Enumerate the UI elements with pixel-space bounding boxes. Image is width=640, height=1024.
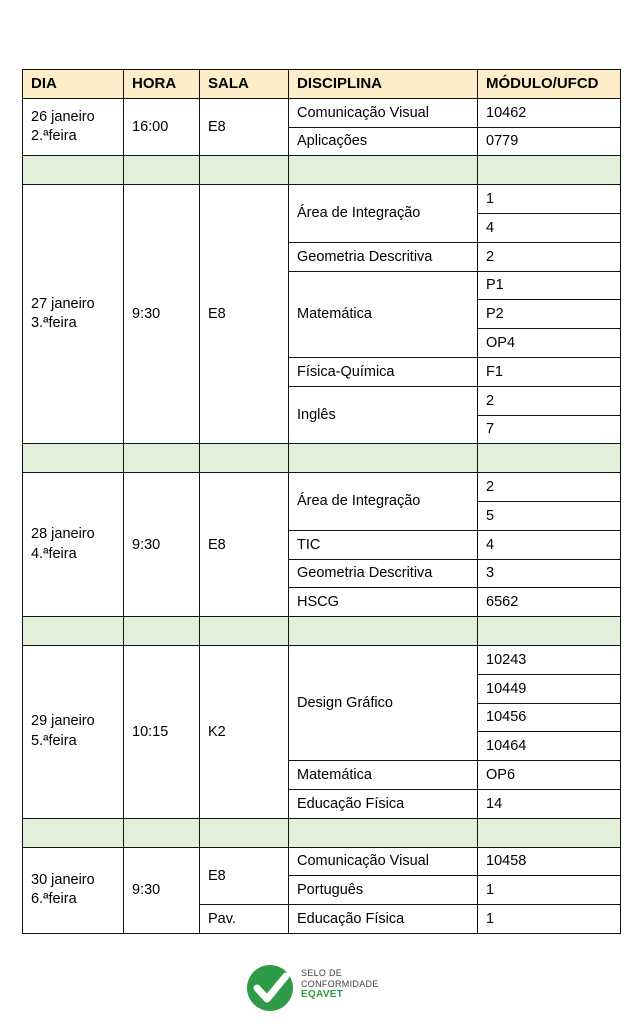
table-row <box>23 473 621 502</box>
room-cell: K2 <box>200 645 289 818</box>
subject-cell: Aplicações <box>289 127 478 156</box>
time-cell: 9:30 <box>124 847 200 933</box>
logo-line3: EQAVET <box>301 989 344 1000</box>
module-cell: 10464 <box>478 732 621 761</box>
subject-cell: Área de Integração <box>289 185 478 243</box>
room-cell: E8 <box>200 473 289 617</box>
col-header-sala: SALA <box>200 70 289 99</box>
module-cell: 2 <box>478 386 621 415</box>
logo-line2: CONFORMIDADE <box>301 979 379 989</box>
time-cell: 10:15 <box>124 645 200 818</box>
module-cell: 5 <box>478 501 621 530</box>
room-cell: E8 <box>200 98 289 156</box>
subject-cell: Design Gráfico <box>289 645 478 760</box>
module-cell: 10456 <box>478 703 621 732</box>
day-cell: 29 janeiro 5.ªfeira <box>23 645 124 818</box>
module-cell: 4 <box>478 213 621 242</box>
subject-cell: Comunicação Visual <box>289 847 478 876</box>
subject-cell: Português <box>289 876 478 905</box>
subject-cell: Inglês <box>289 386 478 444</box>
col-header-disciplina: DISCIPLINA <box>289 70 478 99</box>
subject-cell: Educação Física <box>289 905 478 934</box>
module-cell: OP4 <box>478 329 621 358</box>
logo-line1: SELO DE <box>301 968 343 978</box>
col-header-modulo: MÓDULO/UFCD <box>478 70 621 99</box>
header-row <box>23 70 621 99</box>
checkmark-seal-icon <box>245 962 297 1014</box>
subject-cell: Área de Integração <box>289 473 478 531</box>
module-cell: 10449 <box>478 674 621 703</box>
separator-row <box>23 617 621 646</box>
room-cell: Pav. <box>200 905 289 934</box>
module-cell: OP6 <box>478 761 621 790</box>
col-header-hora: HORA <box>124 70 200 99</box>
separator-row <box>23 444 621 473</box>
subject-cell: Comunicação Visual <box>289 98 478 127</box>
separator-row <box>23 156 621 185</box>
table-row <box>23 185 621 214</box>
subject-cell: Educação Física <box>289 789 478 818</box>
time-cell: 9:30 <box>124 473 200 617</box>
module-cell: 10458 <box>478 847 621 876</box>
schedule-table <box>22 69 621 934</box>
time-cell: 9:30 <box>124 185 200 444</box>
subject-cell: HSCG <box>289 588 478 617</box>
module-cell: P1 <box>478 271 621 300</box>
module-cell: 14 <box>478 789 621 818</box>
module-cell: 1 <box>478 185 621 214</box>
subject-cell: Geometria Descritiva <box>289 242 478 271</box>
table-row <box>23 98 621 127</box>
module-cell: 6562 <box>478 588 621 617</box>
module-cell: 7 <box>478 415 621 444</box>
room-cell: E8 <box>200 847 289 905</box>
time-cell: 16:00 <box>124 98 200 156</box>
module-cell: 4 <box>478 530 621 559</box>
subject-cell: TIC <box>289 530 478 559</box>
subject-cell: Matemática <box>289 271 478 357</box>
module-cell: 0779 <box>478 127 621 156</box>
module-cell: F1 <box>478 357 621 386</box>
module-cell: 3 <box>478 559 621 588</box>
module-cell: 1 <box>478 905 621 934</box>
subject-cell: Matemática <box>289 761 478 790</box>
day-cell: 27 janeiro 3.ªfeira <box>23 185 124 444</box>
subject-cell: Física-Química <box>289 357 478 386</box>
table-row <box>23 847 621 876</box>
day-cell: 26 janeiro 2.ªfeira <box>23 98 124 156</box>
day-cell: 28 janeiro 4.ªfeira <box>23 473 124 617</box>
col-header-dia: DIA <box>23 70 124 99</box>
module-cell: 2 <box>478 242 621 271</box>
day-cell: 30 janeiro 6.ªfeira <box>23 847 124 933</box>
room-cell: E8 <box>200 185 289 444</box>
module-cell: 10243 <box>478 645 621 674</box>
module-cell: 1 <box>478 876 621 905</box>
separator-row <box>23 818 621 847</box>
table-row <box>23 645 621 674</box>
eqavet-logo <box>245 962 395 1014</box>
module-cell: P2 <box>478 300 621 329</box>
subject-cell: Geometria Descritiva <box>289 559 478 588</box>
module-cell: 2 <box>478 473 621 502</box>
module-cell: 10462 <box>478 98 621 127</box>
